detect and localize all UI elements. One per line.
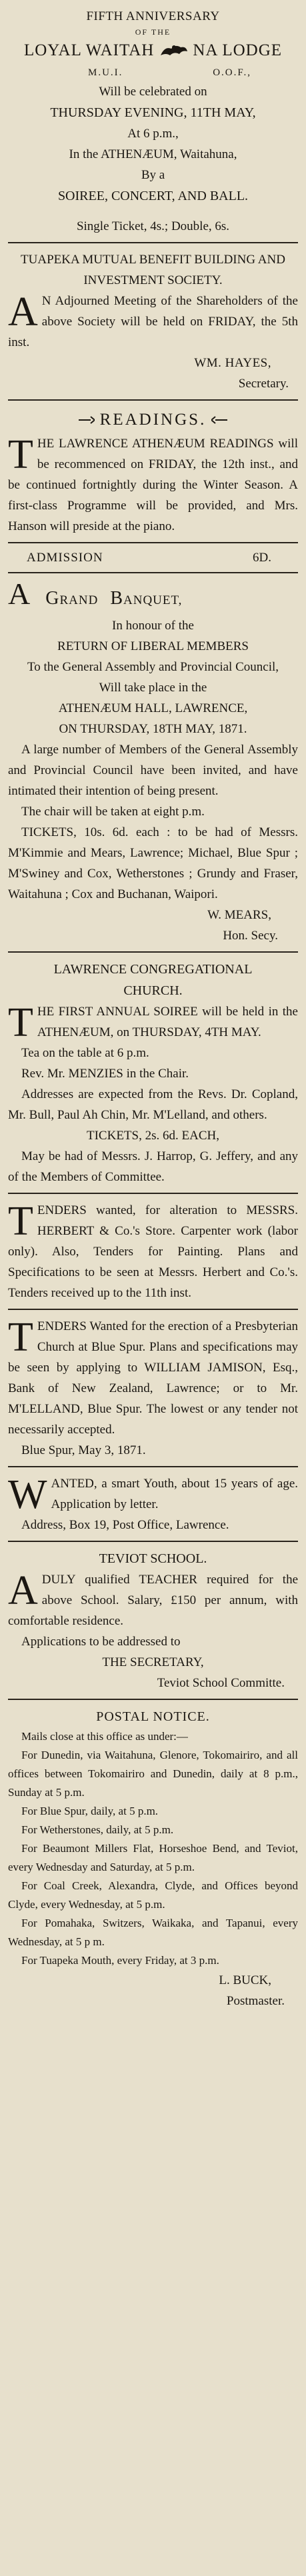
wanted-dropcap: W: [8, 1473, 47, 1515]
tenders-church-ad: [8, 1314, 298, 1462]
lodge-heading: FIFTH ANNIVERSARY: [86, 9, 220, 23]
divider: [8, 572, 298, 573]
banquet-title-g: G: [45, 588, 60, 609]
banquet-para2: The chair will be taken at eight p.m.: [21, 805, 205, 819]
postal-signature: L. BUCK,: [219, 1973, 271, 1987]
church-tickets: TICKETS, 2s. 6d. EACH,: [87, 1129, 219, 1143]
teviot-dropcap: A: [8, 1569, 38, 1613]
postal-item-1: For Blue Spur, daily, at 5 p.m.: [21, 1805, 159, 1817]
postal-item-6: For Tuapeka Mouth, every Friday, at 3 p.m.: [21, 1954, 219, 1967]
divider: [8, 542, 298, 543]
wanted-wrap: [8, 1473, 298, 1515]
tuapeka-society-ad: [8, 247, 298, 395]
admission-row: [8, 547, 298, 568]
lodge-name-left: LOYAL WAITAH: [23, 41, 155, 59]
teviot-body: DULY qualified TEACHER required for the above School. Salary, £150 per annum, with comfortable residence.: [8, 1573, 298, 1628]
divider: [8, 951, 298, 953]
lodge-order-right: O.O.F.,: [213, 67, 251, 78]
banquet-title-b: B: [110, 588, 123, 609]
divider: [8, 399, 298, 401]
readings-body: HE LAWRENCE ATHENÆUM READINGS will be recommenced on FRIDAY, the 12th inst., and be continued fortnightly during the Winter Season. A first-class Programme will be provided, and Mrs. Hanson will preside at the piano.: [8, 437, 298, 533]
postal-item-0: For Dunedin, via Waitahuna, Glenore, Tokomairiro, and all offices between Tokomairiro and Dunedin, daily at 8 p.m., Sunday at 5 p.m.: [8, 1749, 298, 1799]
teviot-school-ad: [8, 1546, 298, 1695]
lodge-line-4: By a: [141, 168, 165, 182]
banquet-para1: A large number of Members of the General Assembly and Provincial Council have been invited, and have intimated their intention of being present.: [8, 743, 298, 798]
tuapeka-dropcap: A: [8, 291, 38, 335]
banquet-title-anquet: ANQUET,: [123, 593, 183, 607]
readings-dropcap: T: [8, 433, 33, 477]
tenders2-dropcap: T: [8, 1316, 33, 1360]
tenders1-dropcap: T: [8, 1200, 33, 1244]
banquet-date: ON THURSDAY, 18TH MAY, 1871.: [59, 722, 247, 736]
tuapeka-body-wrap: [8, 291, 298, 353]
ornament-icon: [211, 415, 227, 425]
lodge-tickets: Single Ticket, 4s.; Double, 6s.: [76, 219, 230, 233]
banquet-signature: W. MEARS,: [207, 908, 271, 922]
postal-role: Postmaster.: [226, 1994, 285, 2008]
readings-banner: [8, 407, 298, 433]
admission-label: ADMISSION: [27, 551, 103, 565]
church-title2: CHURCH.: [123, 983, 183, 998]
wanted-body: ANTED, a smart Youth, about 15 years of age. Application by letter.: [51, 1477, 298, 1511]
postal-item-5: For Pomahaka, Switzers, Waikaka, and Tapanui, every Wednesday, at 5 p m.: [8, 1917, 298, 1948]
postal-title: POSTAL NOTICE.: [96, 1709, 210, 1724]
tenders1-wrap: [8, 1200, 298, 1303]
teviot-apply: Applications to be addressed to: [21, 1635, 181, 1649]
church-intro: HE FIRST ANNUAL SOIREE will be held in the ATHENÆUM, on THURSDAY, 4TH MAY.: [37, 1005, 298, 1039]
church-intro-wrap: [8, 1001, 298, 1043]
banquet-para3: TICKETS, 10s. 6d. each : to be had of Messrs. M'Kimmie and Mears, Lawrence; Michael, Blue Spur ; M'Swiney and Cox, Wetherstones ; Grundy and Fraser, Waitahuna ; Cox and Buchanan, Waipori.: [8, 825, 298, 901]
banquet-title-a: A: [8, 577, 31, 611]
postal-notice-ad: [8, 1704, 298, 2013]
lodge-name-row: [8, 37, 298, 64]
church-addresses: Addresses are expected from the Revs. Dr. Copland, Mr. Bull, Paul Ah Chin, Mr. M'Lelland, and others.: [8, 1087, 298, 1122]
readings-ad: [8, 405, 298, 538]
lodge-name-right: NA LODGE: [193, 41, 283, 59]
ornament-icon: [79, 415, 95, 425]
readings-banner-text: READINGS.: [99, 411, 207, 429]
tuapeka-signature: WM. HAYES,: [194, 356, 271, 370]
divider: [8, 1699, 298, 1700]
church-chair: Rev. Mr. MENZIES in the Chair.: [21, 1067, 189, 1081]
banquet-title: [8, 579, 298, 615]
church-had: May be had of Messrs. J. Harrop, G. Jeffery, and any of the Members of Committee.: [8, 1149, 298, 1184]
teviot-wrap: [8, 1569, 298, 1631]
divider: [8, 242, 298, 243]
congregational-church-ad: [8, 957, 298, 1189]
tuapeka-role: Secretary.: [238, 377, 289, 391]
lodge-event: SOIREE, CONCERT, AND BALL.: [57, 189, 249, 203]
lodge-line-0: Will be celebrated on: [99, 85, 207, 99]
tenders-herbert-ad: [8, 1198, 298, 1305]
postal-intro: Mails close at this office as under:—: [21, 1730, 188, 1743]
tuapeka-title: TUAPEKA MUTUAL BENEFIT BUILDING AND INVESTMENT SOCIETY.: [21, 253, 285, 287]
divider: [8, 1541, 298, 1542]
teviot-title: TEVIOT SCHOOL.: [99, 1551, 207, 1566]
banquet-honour: In honour of the: [112, 619, 194, 633]
divider: [8, 1309, 298, 1310]
wanted-address: Address, Box 19, Post Office, Lawrence.: [21, 1518, 229, 1532]
banquet-place-line: Will take place in the: [99, 681, 207, 695]
tuapeka-body: N Adjourned Meeting of the Shareholders of the above Society will be held on FRIDAY, the 5th inst.: [8, 294, 298, 349]
church-title1: LAWRENCE CONGREGATIONAL: [53, 962, 253, 977]
divider: [8, 1466, 298, 1467]
teviot-to: THE SECRETARY,: [102, 1655, 204, 1669]
admission-price: 6D.: [253, 551, 271, 565]
lodge-order-row: [8, 64, 298, 81]
lodge-order-left: M.U.I.: [88, 67, 123, 78]
postal-item-2: For Wetherstones, daily, at 5 p.m.: [21, 1823, 174, 1836]
banquet-title-grand: RAND: [59, 593, 99, 607]
tenders2-date: Blue Spur, May 3, 1871.: [21, 1443, 146, 1457]
lodge-line-2: At 6 p.m.,: [127, 127, 179, 141]
wanted-youth-ad: [8, 1471, 298, 1537]
tenders1-body: ENDERS wanted, for alteration to MESSRS. HERBERT & Co.'s Store. Carpenter work (labor only). Also, Tenders for Painting. Plans and Specifications to be seen at Messrs. Herbert and Co.'s. Tenders received up to the 11th inst.: [8, 1203, 298, 1300]
postal-item-3: For Beaumont Millers Flat, Horseshoe Bend, and Teviot, every Wednesday and Saturday, at 5 p.m.: [8, 1842, 298, 1873]
postal-item-4: For Coal Creek, Alexandra, Clyde, and Offices beyond Clyde, every Wednesday, at 5 p.m.: [8, 1879, 298, 1911]
church-dropcap: T: [8, 1001, 33, 1043]
lodge-emblem-icon: [158, 42, 189, 59]
divider: [8, 1193, 298, 1194]
lodge-of-the: OF THE: [135, 27, 171, 37]
church-tea: Tea on the table at 6 p.m.: [21, 1046, 149, 1060]
teviot-committee: Teviot School Committe.: [157, 1676, 285, 1690]
banquet-return: RETURN OF LIBERAL MEMBERS: [57, 639, 249, 653]
lodge-line-1: THURSDAY EVENING, 11TH MAY,: [50, 105, 256, 120]
lodge-anniversary-ad: [8, 4, 298, 238]
banquet-role: Hon. Secy.: [223, 929, 278, 943]
grand-banquet-ad: [8, 577, 298, 947]
lodge-line-3: In the ATHENÆUM, Waitahuna,: [69, 147, 237, 161]
tenders2-wrap: [8, 1316, 298, 1440]
banquet-hall: ATHENÆUM HALL, LAWRENCE,: [58, 701, 248, 715]
readings-body-wrap: [8, 433, 298, 537]
banquet-to-line: To the General Assembly and Provincial Council,: [27, 660, 279, 674]
tenders2-body: ENDERS Wanted for the erection of a Presbyterian Church at Blue Spur. Plans and specifications may be seen by applying to WILLIAM JAMISON, Esq., Bank of New Zealand, Lawrence; or to Mr. M'LELLAND, Blue Spur. The lowest or any tender not necessarily accepted.: [8, 1319, 298, 1437]
